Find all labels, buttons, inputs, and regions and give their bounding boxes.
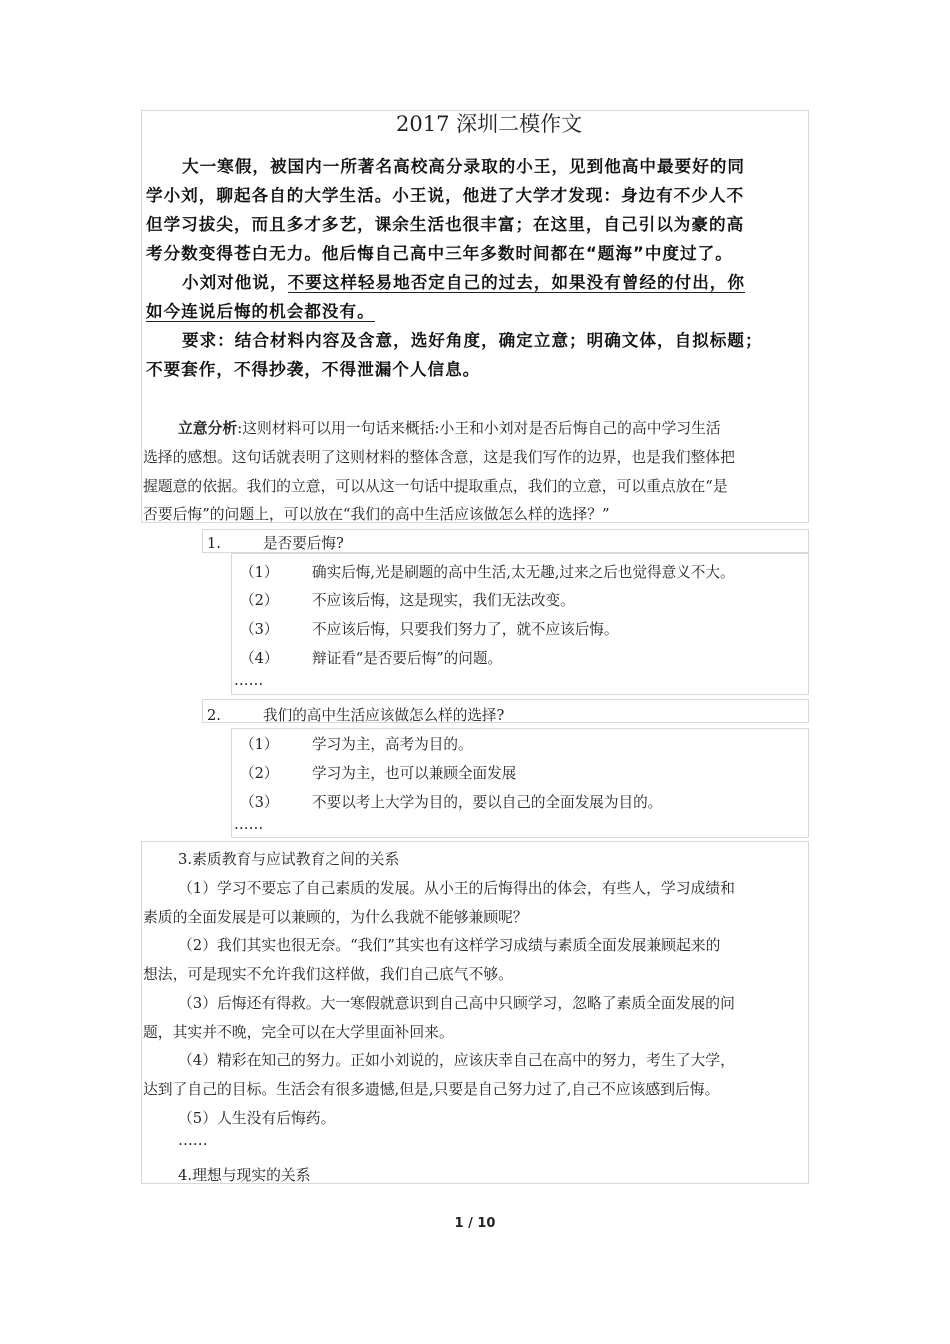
requirement-line: 要求：结合材料内容及含意，选好角度，确定立意；明确文体，自拟标题；: [182, 331, 763, 350]
analysis-line: 握题意的依据。我们的立意，可以从这一句话中提取重点，我们的立意，可以重点放在“是: [143, 478, 728, 495]
analysis-line: 否要后悔”的问题上，可以放在“我们的高中生活应该做怎么样的选择？”: [143, 506, 610, 523]
list-item: [240, 647, 502, 668]
prompt-line: [146, 297, 806, 326]
page-number: 1 / 10: [454, 1216, 496, 1231]
section1-heading: [207, 532, 344, 553]
page-title: 2017 深圳二模作文: [396, 112, 583, 136]
ellipsis: ……: [178, 1132, 208, 1149]
item-text: 不要以考上大学为目的，要以自己的全面发展为目的。: [312, 794, 663, 811]
section3-line: （1）学习不要忘了自己素质的发展。从小王的后悔得出的体会，有些人，学习成绩和: [178, 880, 735, 897]
ellipsis: ……: [234, 816, 264, 833]
item-number: （4）: [240, 650, 279, 667]
section4-heading: 4.理想与现实的关系: [178, 1167, 311, 1184]
item-text: 辩证看“是否要后悔”的问题。: [312, 650, 503, 667]
item-number: （3）: [240, 794, 279, 811]
requirement-line: 不要套作，不得抄袭，不得泄漏个人信息。: [146, 360, 481, 379]
item-number: （2）: [240, 765, 279, 782]
section3-line: 想法，可是现实不允许我们这样做，我们自己底气不够。: [143, 966, 513, 983]
section2-heading: [207, 704, 504, 725]
item-text: 学习为主，高考为目的。: [312, 736, 473, 753]
item-text: 不应该后悔，只要我们努力了，就不应该后悔。: [312, 621, 619, 638]
analysis-line: 选择的感想。这句话就表明了这则材料的整体含意，这是我们写作的边界，也是我们整体把: [143, 449, 735, 466]
list-item: [240, 589, 575, 610]
prompt-line: 学小刘，聊起各自的大学生活。小王说，他进了大学才发现：身边有不少人不: [146, 186, 745, 205]
prompt-lead: 小刘对他说，: [182, 273, 288, 292]
list-item: [240, 762, 516, 783]
section3-heading: 3.素质教育与应试教育之间的关系: [178, 851, 400, 868]
analysis-label: 立意分析: [178, 420, 238, 437]
ellipsis: ……: [234, 672, 264, 689]
section3-line: （3）后悔还有得救。大一寒假就意识到自己高中只顾学习，忽略了素质全面发展的问: [178, 995, 735, 1012]
list-item: [240, 561, 735, 582]
prompt-line: 考分数变得苍白无力。他后悔自己高中三年多数时间都在“题海”中度过了。: [146, 244, 733, 263]
prompt-line: 但学习拔尖，而且多才多艺，课余生活也很丰富；在这里，自己引以为豪的高: [146, 215, 745, 234]
section3-line: 达到了自己的目标。生活会有很多遗憾,但是,只要是自己努力过了,自己不应该感到后悔。: [143, 1081, 720, 1098]
section-number: 1.: [207, 535, 221, 552]
section3-line: 题，其实并不晚，完全可以在大学里面补回来。: [143, 1024, 454, 1041]
section-title: 是否要后悔?: [263, 535, 344, 552]
item-number: （1）: [240, 736, 279, 753]
list-item: [240, 733, 473, 754]
section3-line: 素质的全面发展是可以兼顾的，为什么我就不能够兼顾呢？: [143, 909, 528, 926]
item-number: （1）: [240, 564, 279, 581]
list-item: [240, 618, 618, 639]
item-number: （2）: [240, 592, 279, 609]
prompt-line: 大一寒假，被国内一所著名高校高分录取的小王，见到他高中最要好的同: [182, 157, 745, 176]
item-text: 确实后悔,光是刷题的高中生活,太无趣,过来之后也觉得意义不大。: [312, 564, 735, 581]
section3-line: （4）精彩在知己的努力。正如小刘说的，应该庆幸自己在高中的努力，考生了大学，: [178, 1052, 735, 1069]
analysis-text: :这则材料可以用一句话来概括:小王和小刘对是否后悔自己的高中学习生活: [237, 420, 721, 437]
prompt-line: [146, 268, 806, 297]
item-text: 学习为主，也可以兼顾全面发展: [312, 765, 517, 782]
section-number: 2.: [207, 707, 221, 724]
item-text: 不应该后悔，这是现实，我们无法改变。: [312, 592, 575, 609]
underlined-quote: 如今连说后悔的机会都没有。: [146, 302, 375, 321]
analysis-line: [178, 417, 721, 438]
list-item: [240, 791, 662, 812]
section3-line: （2）我们其实也很无奈。“我们”其实也有这样学习成绩与素质全面发展兼顾起来的: [178, 937, 721, 954]
section3-line: （5）人生没有后悔药。: [178, 1110, 336, 1127]
underlined-quote: 不要这样轻易地否定自己的过去，如果没有曾经的付出，你: [287, 273, 745, 292]
item-number: （3）: [240, 621, 279, 638]
section-title: 我们的高中生活应该做怎么样的选择?: [263, 707, 505, 724]
